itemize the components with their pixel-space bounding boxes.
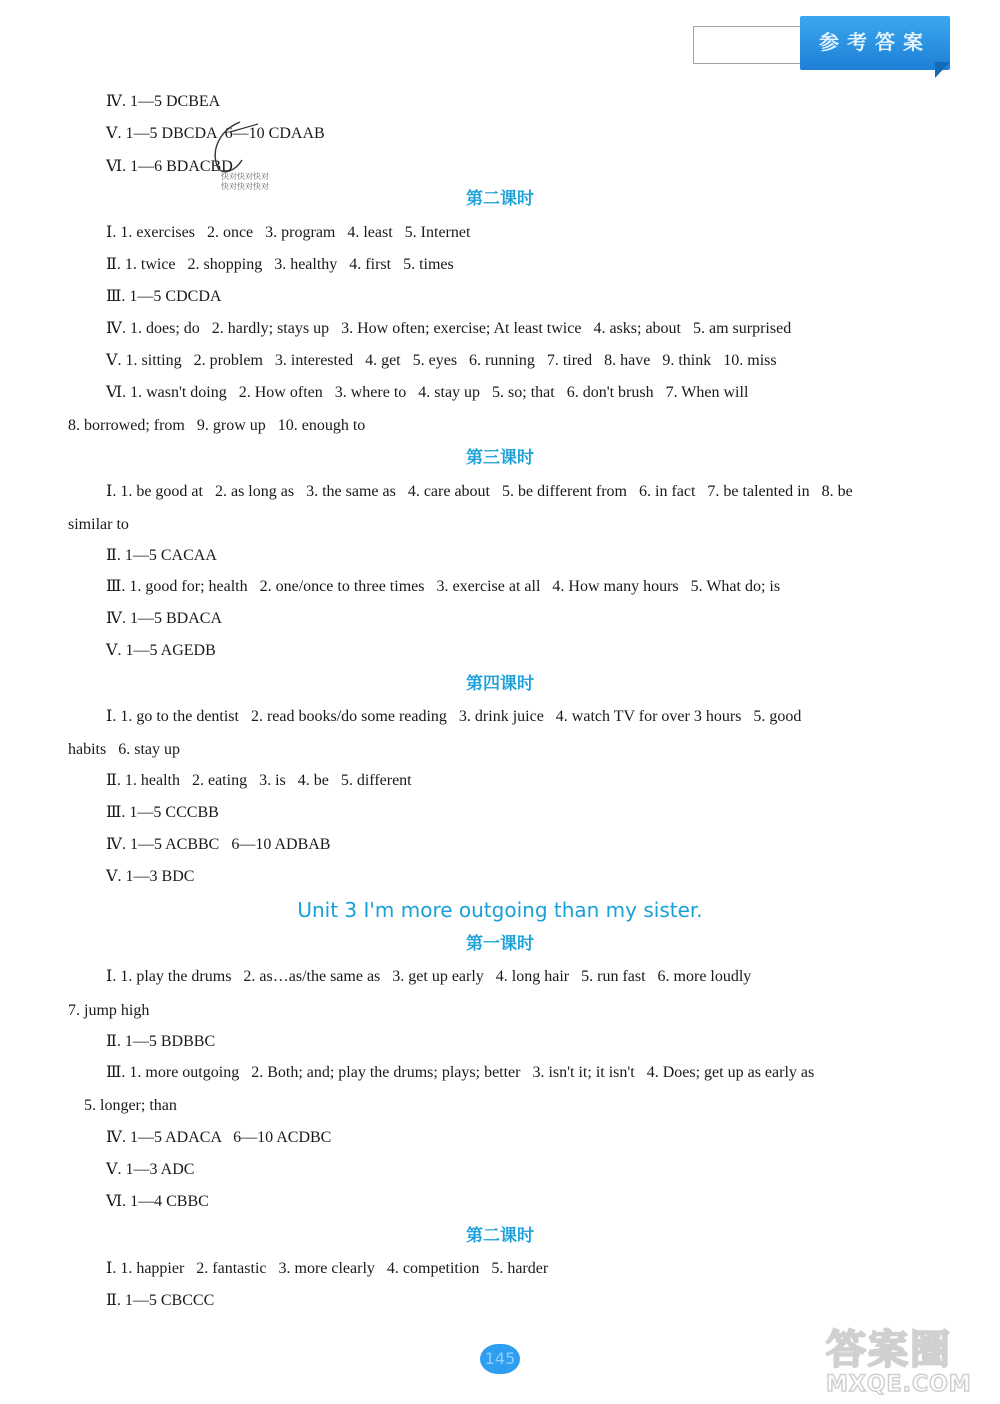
- lesson-heading: 第一课时: [466, 934, 534, 954]
- answer-line: Ⅰ. 1. be good at 2. as long as 3. the same as 4. care about 5. be different from 6. in fact 7. be talented in 8. be: [106, 483, 853, 500]
- answer-line: Ⅰ. 1. play the drums 2. as…as/the same as 3. get up early 4. long hair 5. run fast 6. more loudly: [106, 968, 752, 985]
- answer-line: Ⅱ. 1—5 CACAA: [106, 547, 217, 564]
- answer-line: Ⅴ. 1. sitting 2. problem 3. interested 4. get 5. eyes 6. running 7. tired 8. have 9. think 10. miss: [106, 352, 777, 369]
- answer-line: similar to: [68, 516, 129, 533]
- pen-marks: [190, 110, 270, 180]
- stamp: [210, 172, 280, 192]
- watermark-logo: 答案圈: [826, 1327, 952, 1373]
- answer-line: Ⅱ. 1—5 BDBBC: [106, 1033, 216, 1050]
- answer-line: Ⅳ. 1—5 ADACA 6—10 ACDBC: [106, 1129, 332, 1146]
- answer-line: Ⅱ. 1—5 CBCCC: [106, 1292, 215, 1309]
- answer-line: Ⅳ. 1—5 ACBBC 6—10 ADBAB: [106, 836, 331, 853]
- lesson-heading: 第三课时: [466, 448, 534, 468]
- answer-line: Ⅳ. 1—5 BDACA: [106, 610, 222, 627]
- answer-line: Ⅰ. 1. happier 2. fantastic 3. more clearly 4. competition 5. harder: [106, 1260, 549, 1277]
- answer-line: Ⅰ. 1. exercises 2. once 3. program 4. least 5. Internet: [106, 224, 471, 241]
- answer-line: Ⅱ. 1. health 2. eating 3. is 4. be 5. different: [106, 772, 412, 789]
- header-frame: [693, 26, 801, 64]
- lesson-heading: 第二课时: [466, 1226, 534, 1246]
- answer-line: Ⅵ. 1—6 BDACBD: [106, 158, 233, 175]
- header-tab-fold: [935, 62, 950, 78]
- answer-line: Ⅴ. 1—5 AGEDB: [106, 642, 216, 659]
- watermark-url: MXQE.COM: [826, 1372, 972, 1397]
- answer-line: 5. longer; than: [84, 1097, 177, 1114]
- answer-line: Ⅲ. 1—5 CCCBB: [106, 804, 219, 821]
- answer-line: 7. jump high: [68, 1002, 150, 1019]
- answer-line: Ⅵ. 1—4 CBBC: [106, 1193, 209, 1210]
- answer-line: 8. borrowed; from 9. grow up 10. enough to: [68, 417, 366, 434]
- answer-line: Ⅲ. 1. good for; health 2. one/once to three times 3. exercise at all 4. How many hours 5. What do; is: [106, 578, 781, 595]
- stamp-line-1: 快对快对快对: [221, 172, 269, 181]
- answer-line: Ⅲ. 1—5 CDCDA: [106, 288, 222, 305]
- answer-line: Ⅱ. 1. twice 2. shopping 3. healthy 4. first 5. times: [106, 256, 454, 273]
- answer-line: Ⅳ. 1—5 DCBEA: [106, 93, 221, 110]
- header-tab-label: 参考答案: [819, 30, 931, 54]
- lesson-heading: 第四课时: [466, 674, 534, 694]
- stamp-line-2: 快对快对快对: [221, 182, 269, 191]
- answer-line: Ⅰ. 1. go to the dentist 2. read books/do some reading 3. drink juice 4. watch TV for over 3 hours 5. good: [106, 708, 802, 725]
- unit-title: Unit 3 I'm more outgoing than my sister.: [297, 898, 703, 922]
- answer-line: Ⅴ. 1—3 BDC: [106, 868, 195, 885]
- answer-line: habits 6. stay up: [68, 741, 180, 758]
- answer-line: Ⅳ. 1. does; do 2. hardly; stays up 3. How often; exercise; At least twice 4. asks; about 5. am surprised: [106, 320, 792, 337]
- answer-line: Ⅲ. 1. more outgoing 2. Both; and; play the drums; plays; better 3. isn't it; it isn't 4. Does; get up as early as: [106, 1064, 815, 1081]
- answer-line: Ⅴ. 1—5 DBCDA 6—10 CDAAB: [106, 125, 325, 142]
- lesson-heading: 第二课时: [466, 189, 534, 209]
- page-number: 145: [484, 1349, 516, 1368]
- answer-line: Ⅵ. 1. wasn't doing 2. How often 3. where to 4. stay up 5. so; that 6. don't brush 7. When will: [106, 384, 749, 401]
- answer-line: Ⅴ. 1—3 ADC: [106, 1161, 195, 1178]
